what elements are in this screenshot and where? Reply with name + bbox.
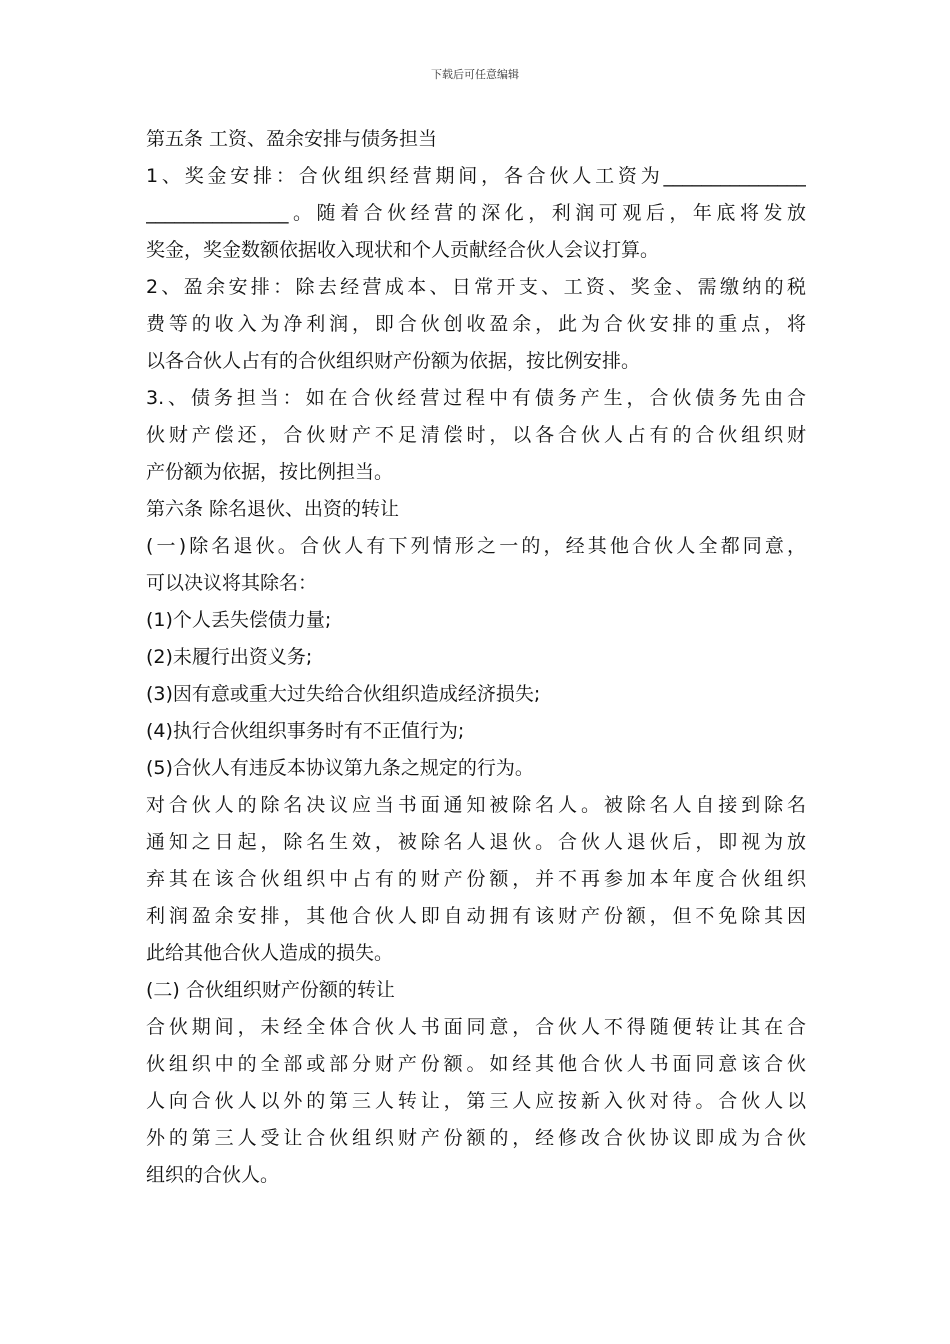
text-line: 奖金，奖金数额依据收入现状和个人贡献经合伙人会议打算。 [146, 239, 660, 261]
text-line: (二) 合伙组织财产份额的转让 [146, 979, 395, 1001]
text-line: 2、盈余安排：除去经营成本、日常开支、工资、奖金、需缴纳的税 [146, 276, 806, 298]
document-body [146, 121, 806, 1194]
text-line: 第六条 除名退伙、出资的转让 [146, 498, 400, 520]
text-line: _______________。随着合伙经营的深化，利润可观后，年底将发放 [146, 202, 806, 224]
text-line: 3.、债务担当：如在合伙经营过程中有债务产生，合伙债务先由合 [146, 387, 806, 409]
text-line: 弃其在该合伙组织中占有的财产份额，并不再参加本年度合伙组织 [146, 868, 806, 890]
text-line: 此给其他合伙人造成的损失。 [146, 942, 394, 964]
text-line: 外的第三人受让合伙组织财产份额的，经修改合伙协议即成为合伙 [146, 1127, 806, 1149]
text-line: (2)未履行出资义务; [146, 646, 313, 668]
page-header: 下载后可任意编辑 [431, 68, 519, 81]
text-line: 以各合伙人占有的合伙组织财产份额为依据，按比例安排。 [146, 350, 641, 372]
text-line: 对合伙人的除名决议应当书面通知被除名人。被除名人自接到除名 [146, 794, 806, 816]
text-line: 第五条 工资、盈余安排与债务担当 [146, 128, 438, 150]
text-line: (4)执行合伙组织事务时有不正值行为; [146, 720, 465, 742]
text-line: 利润盈余安排，其他合伙人即自动拥有该财产份额，但不免除其因 [146, 905, 806, 927]
text-line: 费等的收入为净利润，即合伙创收盈余，此为合伙安排的重点，将 [146, 313, 806, 335]
text-line: (3)因有意或重大过失给合伙组织造成经济损失; [146, 683, 541, 705]
text-line: 伙财产偿还，合伙财产不足清偿时，以各合伙人占有的合伙组织财 [146, 424, 806, 446]
text-line: 可以决议将其除名： [146, 572, 318, 594]
text-line: 产份额为依据，按比例担当。 [146, 461, 394, 483]
text-line: 伙组织中的全部或部分财产份额。如经其他合伙人书面同意该合伙 [146, 1053, 806, 1075]
text-line: (一)除名退伙。合伙人有下列情形之一的，经其他合伙人全都同意， [146, 535, 806, 557]
text-line: 通知之日起，除名生效，被除名人退伙。合伙人退伙后，即视为放 [146, 831, 806, 853]
text-line: 人向合伙人以外的第三人转让，第三人应按新入伙对待。合伙人以 [146, 1090, 806, 1112]
text-line: 合伙期间，未经全体合伙人书面同意，合伙人不得随便转让其在合 [146, 1016, 806, 1038]
text-line: 1、奖金安排：合伙组织经营期间，各合伙人工资为_______________ [146, 165, 806, 187]
text-line: (1)个人丢失偿债力量; [146, 609, 332, 631]
text-line: 组织的合伙人。 [146, 1164, 280, 1186]
text-line: (5)合伙人有违反本协议第九条之规定的行为。 [146, 757, 534, 779]
